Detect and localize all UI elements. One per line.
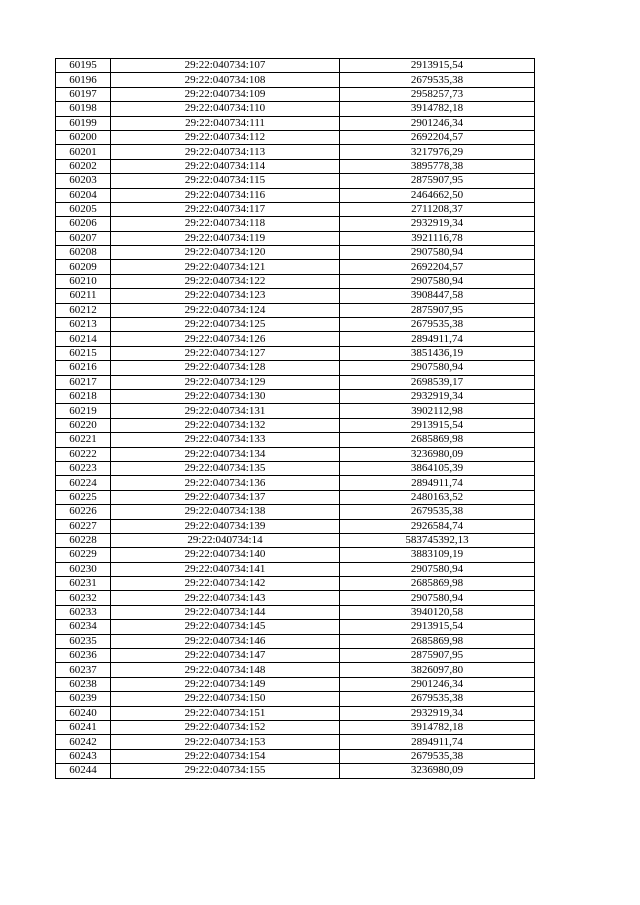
value-cell: 3902112,98: [340, 404, 535, 418]
row-number-cell: 60236: [56, 649, 111, 663]
table-row: [56, 692, 535, 706]
cadastral-number-cell: 29:22:040734:116: [111, 188, 340, 202]
table-row: [56, 764, 535, 778]
row-number-cell: 60242: [56, 735, 111, 749]
value-cell: 3217976,29: [340, 145, 535, 159]
cadastral-number-cell: 29:22:040734:127: [111, 346, 340, 360]
value-cell: 2679535,38: [340, 749, 535, 763]
table-row: [56, 634, 535, 648]
row-number-cell: 60201: [56, 145, 111, 159]
cadastral-number-cell: 29:22:040734:148: [111, 663, 340, 677]
row-number-cell: 60203: [56, 174, 111, 188]
cadastral-number-cell: 29:22:040734:124: [111, 303, 340, 317]
row-number-cell: 60211: [56, 289, 111, 303]
row-number-cell: 60221: [56, 433, 111, 447]
table-row: [56, 562, 535, 576]
row-number-cell: 60237: [56, 663, 111, 677]
table-row: [56, 389, 535, 403]
value-cell: 2692204,57: [340, 130, 535, 144]
value-cell: 2685869,98: [340, 577, 535, 591]
cadastral-number-cell: 29:22:040734:130: [111, 389, 340, 403]
table-row: [56, 749, 535, 763]
table-row: [56, 375, 535, 389]
row-number-cell: 60207: [56, 231, 111, 245]
cadastral-number-cell: 29:22:040734:141: [111, 562, 340, 576]
cadastral-number-cell: 29:22:040734:123: [111, 289, 340, 303]
table-row: [56, 533, 535, 547]
value-cell: 3236980,09: [340, 447, 535, 461]
table-row: [56, 87, 535, 101]
cadastral-number-cell: 29:22:040734:122: [111, 274, 340, 288]
cadastral-number-cell: 29:22:040734:151: [111, 706, 340, 720]
value-cell: 2875907,95: [340, 649, 535, 663]
cadastral-number-cell: 29:22:040734:120: [111, 246, 340, 260]
table-row: [56, 202, 535, 216]
table-row: [56, 706, 535, 720]
value-cell: 2875907,95: [340, 174, 535, 188]
row-number-cell: 60195: [56, 59, 111, 73]
value-cell: 3895778,38: [340, 159, 535, 173]
row-number-cell: 60239: [56, 692, 111, 706]
value-cell: 2679535,38: [340, 318, 535, 332]
row-number-cell: 60225: [56, 490, 111, 504]
table-row: [56, 720, 535, 734]
row-number-cell: 60228: [56, 533, 111, 547]
row-number-cell: 60243: [56, 749, 111, 763]
table-row: [56, 404, 535, 418]
table-row: [56, 332, 535, 346]
row-number-cell: 60219: [56, 404, 111, 418]
row-number-cell: 60198: [56, 102, 111, 116]
row-number-cell: 60226: [56, 505, 111, 519]
row-number-cell: 60220: [56, 418, 111, 432]
value-cell: 2913915,54: [340, 418, 535, 432]
cadastral-number-cell: 29:22:040734:140: [111, 548, 340, 562]
row-number-cell: 60224: [56, 476, 111, 490]
value-cell: 2685869,98: [340, 634, 535, 648]
row-number-cell: 60244: [56, 764, 111, 778]
cadastral-number-cell: 29:22:040734:145: [111, 620, 340, 634]
cadastral-number-cell: 29:22:040734:144: [111, 605, 340, 619]
cadastral-number-cell: 29:22:040734:119: [111, 231, 340, 245]
row-number-cell: 60232: [56, 591, 111, 605]
cadastral-number-cell: 29:22:040734:154: [111, 749, 340, 763]
cadastral-number-cell: 29:22:040734:142: [111, 577, 340, 591]
value-cell: 3908447,58: [340, 289, 535, 303]
cadastral-number-cell: 29:22:040734:136: [111, 476, 340, 490]
table-row: [56, 303, 535, 317]
row-number-cell: 60199: [56, 116, 111, 130]
table-row: [56, 447, 535, 461]
value-cell: 2913915,54: [340, 620, 535, 634]
cadastral-number-cell: 29:22:040734:149: [111, 677, 340, 691]
value-cell: 2907580,94: [340, 591, 535, 605]
value-cell: 2679535,38: [340, 73, 535, 87]
cadastral-number-cell: 29:22:040734:137: [111, 490, 340, 504]
value-cell: 3921116,78: [340, 231, 535, 245]
cadastral-number-cell: 29:22:040734:117: [111, 202, 340, 216]
row-number-cell: 60214: [56, 332, 111, 346]
row-number-cell: 60218: [56, 389, 111, 403]
table-row: [56, 346, 535, 360]
value-cell: 2958257,73: [340, 87, 535, 101]
cadastral-number-cell: 29:22:040734:14: [111, 533, 340, 547]
table-row: [56, 246, 535, 260]
cadastral-number-cell: 29:22:040734:143: [111, 591, 340, 605]
value-cell: 2679535,38: [340, 505, 535, 519]
row-number-cell: 60222: [56, 447, 111, 461]
cadastral-number-cell: 29:22:040734:135: [111, 461, 340, 475]
row-number-cell: 60216: [56, 361, 111, 375]
table-row: [56, 649, 535, 663]
value-cell: 2875907,95: [340, 303, 535, 317]
row-number-cell: 60197: [56, 87, 111, 101]
cadastral-number-cell: 29:22:040734:114: [111, 159, 340, 173]
table-row: [56, 577, 535, 591]
row-number-cell: 60196: [56, 73, 111, 87]
value-cell: 2464662,50: [340, 188, 535, 202]
table-row: [56, 490, 535, 504]
table-row: [56, 433, 535, 447]
row-number-cell: 60217: [56, 375, 111, 389]
table-row: [56, 620, 535, 634]
row-number-cell: 60230: [56, 562, 111, 576]
table-row: [56, 130, 535, 144]
value-cell: 2901246,34: [340, 677, 535, 691]
value-cell: 2894911,74: [340, 332, 535, 346]
table-row: [56, 289, 535, 303]
row-number-cell: 60212: [56, 303, 111, 317]
row-number-cell: 60204: [56, 188, 111, 202]
row-number-cell: 60238: [56, 677, 111, 691]
cadastral-number-cell: 29:22:040734:108: [111, 73, 340, 87]
cadastral-number-cell: 29:22:040734:152: [111, 720, 340, 734]
table-row: [56, 677, 535, 691]
row-number-cell: 60229: [56, 548, 111, 562]
row-number-cell: 60227: [56, 519, 111, 533]
value-cell: 3851436,19: [340, 346, 535, 360]
cadastral-number-cell: 29:22:040734:147: [111, 649, 340, 663]
row-number-cell: 60206: [56, 217, 111, 231]
value-cell: 2692204,57: [340, 260, 535, 274]
cadastral-number-cell: 29:22:040734:153: [111, 735, 340, 749]
table-row: [56, 116, 535, 130]
value-cell: 2711208,37: [340, 202, 535, 216]
row-number-cell: 60209: [56, 260, 111, 274]
row-number-cell: 60240: [56, 706, 111, 720]
value-cell: 2480163,52: [340, 490, 535, 504]
table-row: [56, 188, 535, 202]
row-number-cell: 60210: [56, 274, 111, 288]
value-cell: 2926584,74: [340, 519, 535, 533]
row-number-cell: 60233: [56, 605, 111, 619]
table-row: [56, 102, 535, 116]
cadastral-number-cell: 29:22:040734:112: [111, 130, 340, 144]
table-row: [56, 476, 535, 490]
table-body: [56, 59, 535, 779]
table-row: [56, 59, 535, 73]
cadastral-number-cell: 29:22:040734:107: [111, 59, 340, 73]
table-row: [56, 274, 535, 288]
table-row: [56, 361, 535, 375]
value-cell: 2698539,17: [340, 375, 535, 389]
cadastral-number-cell: 29:22:040734:139: [111, 519, 340, 533]
row-number-cell: 60208: [56, 246, 111, 260]
table-row: [56, 174, 535, 188]
table-row: [56, 461, 535, 475]
cadastral-number-cell: 29:22:040734:110: [111, 102, 340, 116]
cadastral-number-cell: 29:22:040734:125: [111, 318, 340, 332]
value-cell: 2907580,94: [340, 274, 535, 288]
cadastral-number-cell: 29:22:040734:118: [111, 217, 340, 231]
table-row: [56, 663, 535, 677]
table-row: [56, 548, 535, 562]
table-row: [56, 505, 535, 519]
row-number-cell: 60223: [56, 461, 111, 475]
table-row: [56, 145, 535, 159]
row-number-cell: 60234: [56, 620, 111, 634]
value-cell: 2679535,38: [340, 692, 535, 706]
table-row: [56, 217, 535, 231]
cadastral-number-cell: 29:22:040734:138: [111, 505, 340, 519]
cadastral-number-cell: 29:22:040734:146: [111, 634, 340, 648]
table-row: [56, 519, 535, 533]
row-number-cell: 60213: [56, 318, 111, 332]
cadastral-number-cell: 29:22:040734:150: [111, 692, 340, 706]
row-number-cell: 60231: [56, 577, 111, 591]
value-cell: 2901246,34: [340, 116, 535, 130]
table-row: [56, 418, 535, 432]
value-cell: 2907580,94: [340, 246, 535, 260]
value-cell: 2932919,34: [340, 706, 535, 720]
value-cell: 3914782,18: [340, 720, 535, 734]
table-row: [56, 73, 535, 87]
value-cell: 583745392,13: [340, 533, 535, 547]
table-row: [56, 605, 535, 619]
cadastral-number-cell: 29:22:040734:131: [111, 404, 340, 418]
value-cell: 2913915,54: [340, 59, 535, 73]
cadastral-number-cell: 29:22:040734:109: [111, 87, 340, 101]
cadastral-number-cell: 29:22:040734:129: [111, 375, 340, 389]
table-row: [56, 318, 535, 332]
value-cell: 2894911,74: [340, 476, 535, 490]
cadastral-number-cell: 29:22:040734:132: [111, 418, 340, 432]
table-row: [56, 591, 535, 605]
value-cell: 2932919,34: [340, 389, 535, 403]
value-cell: 2685869,98: [340, 433, 535, 447]
cadastral-number-cell: 29:22:040734:134: [111, 447, 340, 461]
cadastral-number-cell: 29:22:040734:128: [111, 361, 340, 375]
value-cell: 2907580,94: [340, 562, 535, 576]
row-number-cell: 60241: [56, 720, 111, 734]
cadastral-number-cell: 29:22:040734:133: [111, 433, 340, 447]
value-cell: 2932919,34: [340, 217, 535, 231]
value-cell: 3914782,18: [340, 102, 535, 116]
value-cell: 3940120,58: [340, 605, 535, 619]
table-row: [56, 231, 535, 245]
cadastral-number-cell: 29:22:040734:155: [111, 764, 340, 778]
cadastral-number-cell: 29:22:040734:126: [111, 332, 340, 346]
row-number-cell: 60200: [56, 130, 111, 144]
row-number-cell: 60215: [56, 346, 111, 360]
cadastral-number-cell: 29:22:040734:115: [111, 174, 340, 188]
row-number-cell: 60202: [56, 159, 111, 173]
row-number-cell: 60205: [56, 202, 111, 216]
table-row: [56, 735, 535, 749]
row-number-cell: 60235: [56, 634, 111, 648]
table-row: [56, 260, 535, 274]
cadastral-number-cell: 29:22:040734:113: [111, 145, 340, 159]
value-cell: 3864105,39: [340, 461, 535, 475]
value-cell: 2894911,74: [340, 735, 535, 749]
cadastral-number-cell: 29:22:040734:121: [111, 260, 340, 274]
value-cell: 3826097,80: [340, 663, 535, 677]
value-cell: 3883109,19: [340, 548, 535, 562]
table-row: [56, 159, 535, 173]
value-cell: 2907580,94: [340, 361, 535, 375]
value-cell: 3236980,09: [340, 764, 535, 778]
cadastral-value-table: [55, 58, 535, 779]
cadastral-number-cell: 29:22:040734:111: [111, 116, 340, 130]
